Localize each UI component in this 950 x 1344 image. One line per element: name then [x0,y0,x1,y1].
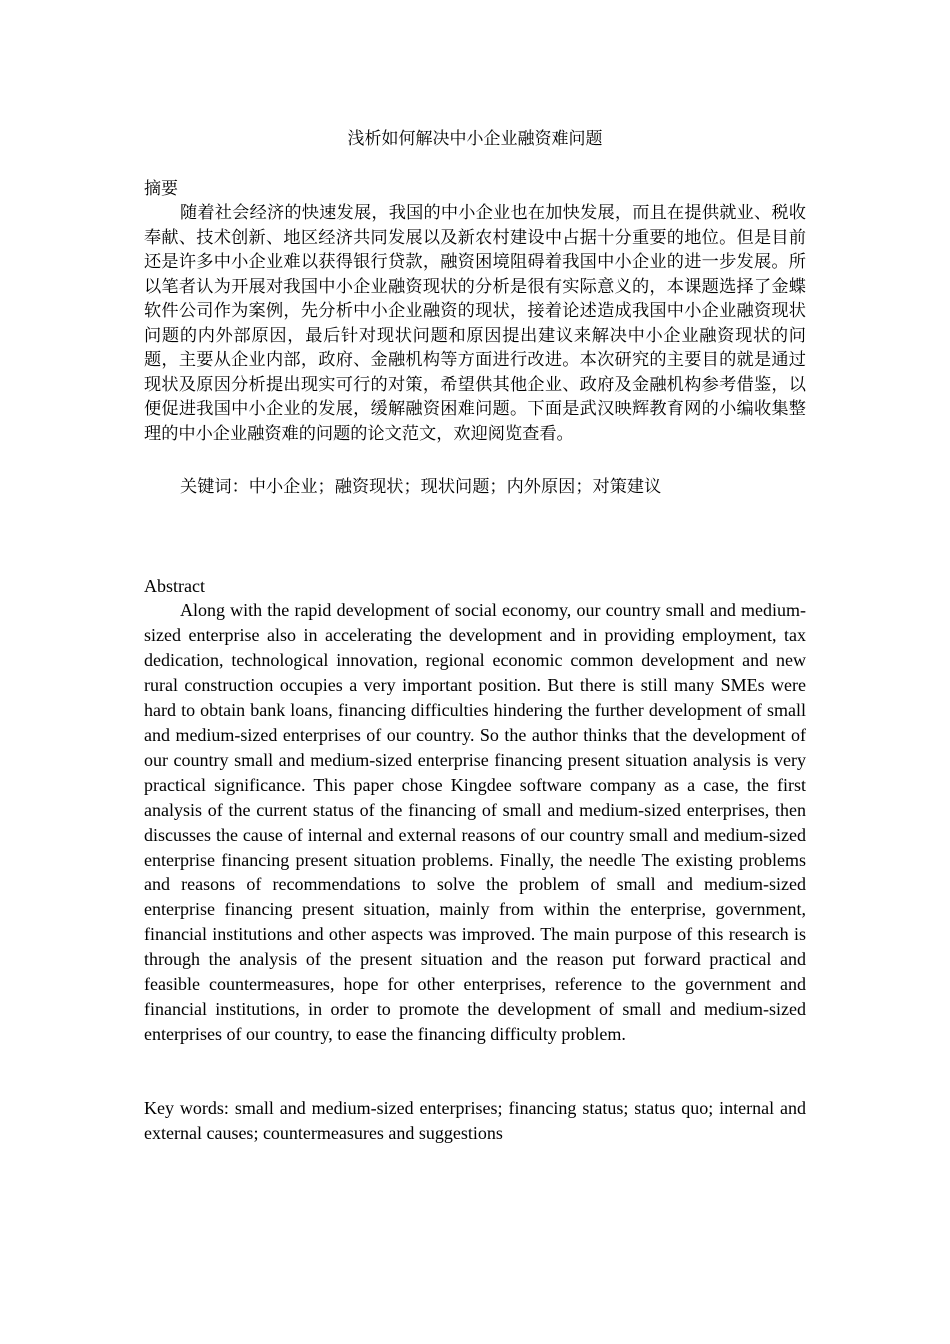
abstract-cn-heading: 摘要 [144,179,178,199]
document-title: 浅析如何解决中小企业融资难问题 [347,129,603,149]
abstract-en-heading: Abstract [144,576,205,596]
abstract-en-keywords: Key words: small and medium-sized enterprises; financing status; status quo; internal and external causes; countermeasures and suggestions [144,1098,806,1143]
abstract-cn-body: 随着社会经济的快速发展，我国的中小企业也在加快发展，而且在提供就业、税收奉献、技术创新、地区经济共同发展以及新农村建设中占据十分重要的地位。但是目前还是许多中小企业难以获得银行贷款，融资困境阻碍着我国中小企业的进一步发展。所以笔者认为开展对我国中小企业融资现状的分析是很有实际意义的，本课题选择了金蝶软件公司作为案例，先分析中小企业融资的现状，接着论述造成我国中小企业融资现状问题的内外部原因，最后针对现状问题和原因提出建议来解决中小企业融资现状的问题，主要从企业内部，政府、金融机构等方面进行改进。本次研究的主要目的就是通过现状及原因分析提出现实可行的对策，希望供其他企业、政府及金融机构参考借鉴，以便促进我国中小企业的发展，缓解融资困难问题。下面是武汉映辉教育网的小编收集整理的中小企业融资难的问题的论文范文，欢迎阅览查看。 [144,203,806,444]
abstract-en-body: Along with the rapid development of social economy, our country small and medium-sized enterprise also in accelerating the development and in providing employment, tax dedication, technological innovation, regional economic common development and new rural construction occupies a very important position. But there is still many SMEs were hard to obtain bank loans, financing difficulties hindering the further development of small and medium-sized enterprises of our country. So the author thinks that the development of our country small and medium-sized enterprise financing present situation analysis is very practical significance. This paper chose Kingdee software company as a case, the first analysis of the current status of the financing of small and medium-sized enterprises, then discusses the cause of internal and external reasons of our country small and medium-sized enterprise financing present situation problems. Finally, the needle The existing problems and reasons of recommendations to solve the problem of small and medium-sized enterprise financing present situation, mainly from within the enterprise, government, financial institutions and other aspects was improved. The main purpose of this research is through the analysis of the present situation and the reason put forward practical and feasible countermeasures, hope for other enterprises, reference to the government and financial institutions, in order to promote the development of small and medium-sized enterprises of our country, to ease the financing difficulty problem. [144,600,806,1045]
abstract-cn-keywords: 关键词：中小企业；融资现状；现状问题；内外原因；对策建议 [180,477,662,497]
